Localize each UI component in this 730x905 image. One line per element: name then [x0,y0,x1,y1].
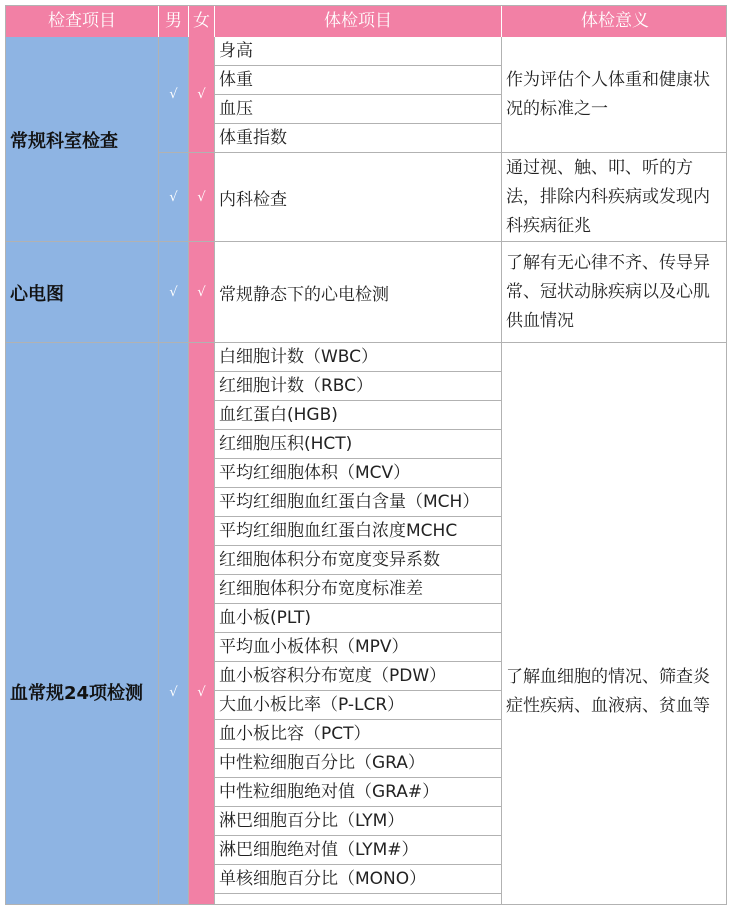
item-column-blood [215,343,502,905]
item-column-ecg [215,242,502,343]
male-column-blood [159,343,189,905]
category-cell-ecg [6,242,159,343]
female-check-mark: √ [197,684,206,700]
exam-item: 体重指数 [215,124,501,153]
exam-item: 常规静态下的心电检测 [219,284,389,305]
exam-item: 平均红细胞血红蛋白浓度MCHC [215,517,501,546]
exam-item: 红细胞体积分布宽度标准差 [215,575,501,604]
exam-item: 中性粒细胞百分比（GRA） [215,749,501,778]
female-column-blood [189,343,215,905]
female-check-mark: √ [189,37,214,153]
header-meaning: 体检意义 [581,11,649,31]
category-label: 常规科室检查 [10,130,118,152]
exam-item: 平均红细胞体积（MCV） [215,459,501,488]
meaning-column-blood [502,343,727,905]
male-column-ecg [159,242,189,343]
meaning-column-ecg [502,242,727,343]
exam-item: 红细胞计数（RBC） [215,372,501,401]
header-item: 体检项目 [215,6,502,37]
category-label: 心电图 [10,283,64,305]
female-check-mark: √ [189,153,214,242]
exam-meaning: 了解血细胞的情况、筛查炎症性疾病、血液病、贫血等 [506,667,710,716]
exam-item: 红细胞压积(HCT) [215,430,501,459]
exam-meaning: 了解有无心律不齐、传导异常、冠状动脉疾病以及心肌供血情况 [506,252,710,331]
header-female: 女 [189,6,215,37]
exam-meaning: 通过视、触、叩、听的方法，排除内科疾病或发现内科疾病征兆 [502,153,727,242]
category-cell-blood [6,343,159,905]
exam-item: 单核细胞百分比（MONO） [215,865,501,894]
exam-item: 内科检查 [215,153,501,242]
header-category: 检查项目 [6,6,159,37]
female-column-routine [189,37,215,242]
exam-item: 血压 [215,95,501,124]
exam-item: 血红蛋白(HGB) [215,401,501,430]
table-header [6,6,727,37]
exam-item: 身高 [215,37,501,66]
male-check-mark: √ [159,153,188,242]
exam-item: 体重 [215,66,501,95]
exam-item: 血小板(PLT) [215,604,501,633]
male-check-mark: √ [159,37,188,153]
category-label: 血常规24项检测 [10,683,144,704]
exam-item: 中性粒细胞绝对值（GRA#） [215,778,501,807]
male-check-mark: √ [169,684,178,700]
exam-item: 血小板比容（PCT） [215,720,501,749]
exam-table [5,5,727,905]
exam-item: 红细胞体积分布宽度变异系数 [215,546,501,575]
exam-item: 淋巴细胞绝对值（LYM#） [215,836,501,865]
item-column-routine [215,37,502,242]
meaning-column-routine [502,37,727,242]
exam-item: 血小板容积分布宽度（PDW） [215,662,501,691]
exam-item: 平均血小板体积（MPV） [215,633,501,662]
category-cell-routine [6,37,159,242]
exam-item: 淋巴细胞百分比（LYM） [215,807,501,836]
exam-item: 平均红细胞血红蛋白含量（MCH） [215,488,501,517]
female-check-mark: √ [197,285,206,300]
header-male: 男 [159,6,189,37]
exam-item: 白细胞计数（WBC） [215,343,501,372]
exam-item: 大血小板比率（P-LCR） [215,691,501,720]
male-check-mark: √ [169,285,178,300]
male-column-routine [159,37,189,242]
female-column-ecg [189,242,215,343]
exam-meaning: 作为评估个人体重和健康状况的标准之一 [502,37,727,153]
